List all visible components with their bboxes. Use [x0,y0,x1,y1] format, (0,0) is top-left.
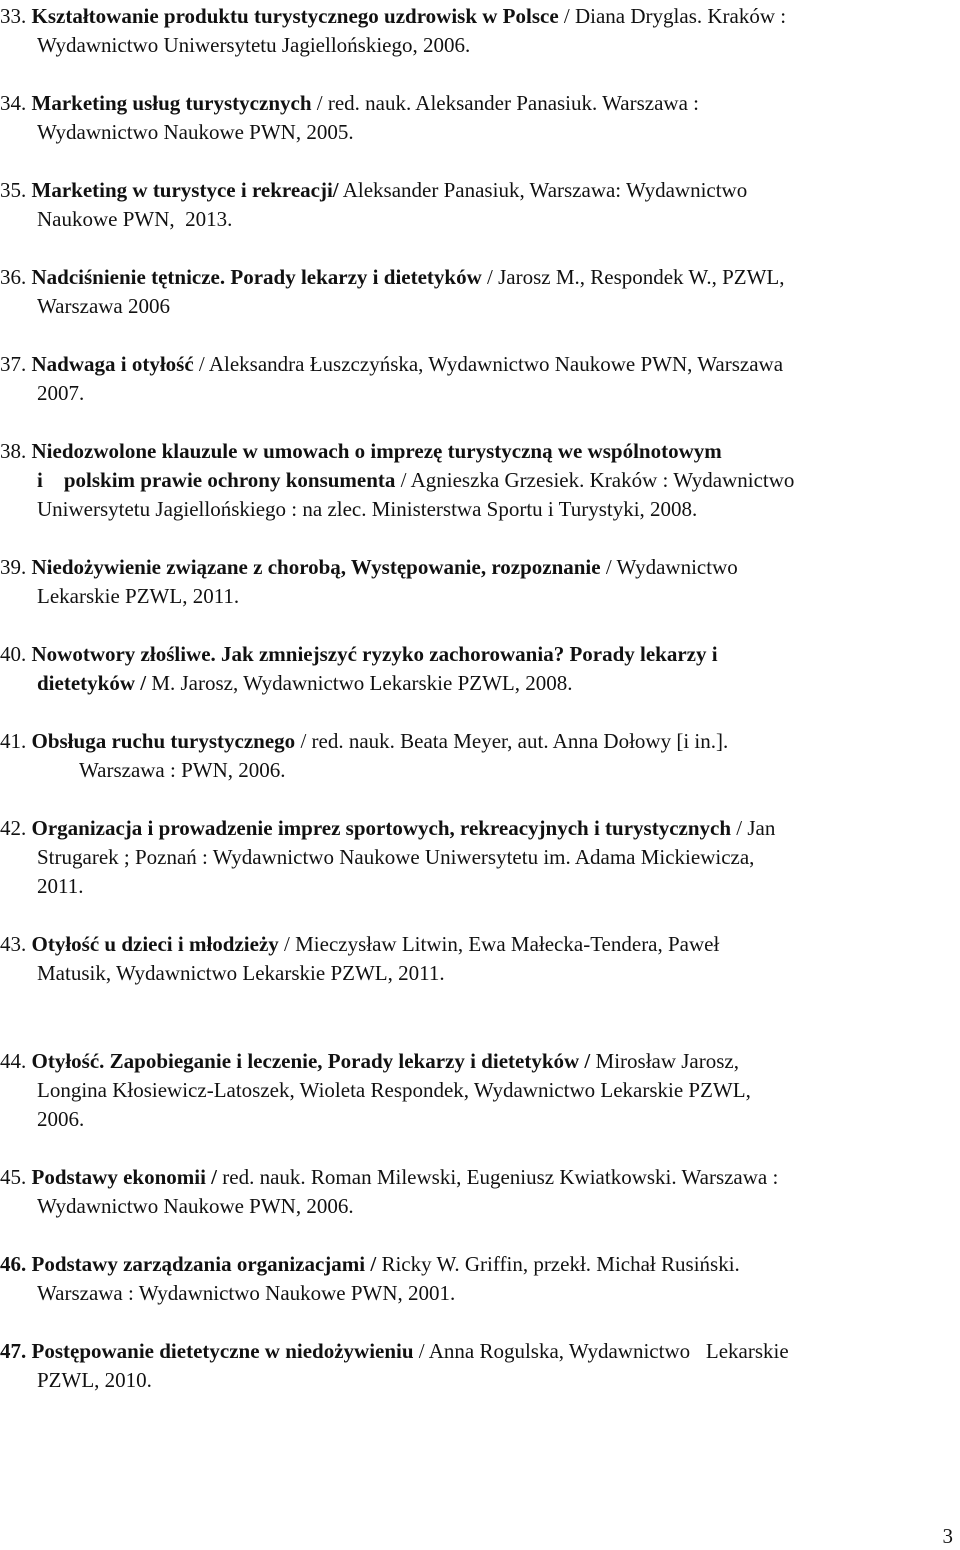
bibliography-entry [0,930,955,988]
entry-text: 35. [0,178,32,202]
entry-title-text: Niedozwolone klauzule w umowach o imprezę turystyczną we wspólnotowym [31,439,722,463]
entry-line [0,640,955,669]
entry-line [0,727,955,756]
entry-text: 42. [0,816,32,840]
entry-line [0,872,955,901]
entry-line [0,205,955,234]
bibliography-entry [0,640,955,698]
entry-line [0,292,955,321]
entry-title-text: Nadciśnienie tętnicze. Porady lekarzy i dietetyków [31,265,482,289]
entry-text: 44. [0,1049,32,1073]
entry-line [0,350,955,379]
entry-line [0,495,955,524]
entry-title-text: Nadwaga i otyłość [31,352,194,376]
entry-text: Ricky W. Griffin, przekł. Michał Rusiński. [376,1252,740,1276]
page-number: 3 [942,1524,953,1548]
bibliography-entry [0,814,955,901]
entry-title-text: i polskim prawie ochrony konsumenta [37,468,396,492]
entry-text: Uniwersytetu Jagiellońskiego : na zlec. Ministerstwa Sportu i Turystyki, 2008. [37,497,698,521]
entry-text: 41. [0,729,32,753]
entry-text: Warszawa : Wydawnictwo Naukowe PWN, 2001. [37,1281,456,1305]
entry-line [0,1366,955,1395]
bibliography-entry [0,350,955,408]
entry-line [0,553,955,582]
entry-text: 2006. [37,1107,85,1131]
entry-text: 2011. [37,874,84,898]
entry-text: 38. [0,439,32,463]
bibliography-entry [0,1250,955,1308]
entry-title-text: dietetyków / [37,671,152,695]
entry-line [0,930,955,959]
entry-line [0,1250,955,1279]
entry-line [0,1279,955,1308]
entry-text: 45. [0,1165,32,1189]
entry-line [0,1163,955,1192]
entry-text: Strugarek ; Poznań : Wydawnictwo Naukowe Uniwersytetu im. Adama Mickiewicza, [37,845,755,869]
entry-text: / Agnieszka Grzesiek. Kraków : Wydawnictwo [395,468,795,492]
entry-line [0,1047,955,1076]
entry-line [0,1105,955,1134]
entry-text: / Aleksandra Łuszczyńska, Wydawnictwo Naukowe PWN, Warszawa [193,352,784,376]
entry-text: 36. [0,265,32,289]
entry-text: Mirosław Jarosz, [590,1049,739,1073]
entry-line [0,466,955,495]
entry-text: red. nauk. Roman Milewski, Eugeniusz Kwiatkowski. Warszawa : [217,1165,779,1189]
entry-line [0,669,955,698]
entry-text: 39. [0,555,32,579]
entry-line [0,118,955,147]
entry-line [0,843,955,872]
bibliography-entry [0,553,955,611]
entry-text: PZWL, 2010. [37,1368,152,1392]
entry-line [0,437,955,466]
entry-text: Matusik, Wydawnictwo Lekarskie PZWL, 2011. [37,961,445,985]
entry-line [0,1076,955,1105]
entry-title-text: Organizacja i prowadzenie imprez sportowych, rekreacyjnych i turystycznych [31,816,732,840]
entry-text: / Anna Rogulska, Wydawnictwo Lekarskie [413,1339,789,1363]
entry-line [0,1192,955,1221]
entry-title-text: Otyłość u dzieci i młodzieży [31,932,279,956]
entry-line [0,814,955,843]
entry-text: / Jarosz M., Respondek W., PZWL, [481,265,785,289]
entry-title-text: Marketing usług turystycznych [31,91,312,115]
entry-title-text: Otyłość. Zapobieganie i leczenie, Porady lekarzy i dietetyków / [31,1049,591,1073]
bibliography-entry [0,1163,955,1221]
entry-text: Aleksander Panasiuk, Warszawa: Wydawnictwo [338,178,748,202]
bibliography-entry [0,1047,955,1134]
entry-text: Lekarskie PZWL, 2011. [37,584,240,608]
entry-text: / red. nauk. Beata Meyer, aut. Anna Dołowy [i in.]. [295,729,729,753]
entry-text: Longina Kłosiewicz-Latoszek, Wioleta Respondek, Wydawnictwo Lekarskie PZWL, [37,1078,751,1102]
bibliography-entry [0,727,955,785]
entry-title-text: Obsługa ruchu turystycznego [31,729,296,753]
entry-text: M. Jarosz, Wydawnictwo Lekarskie PZWL, 2008. [151,671,573,695]
bibliography-entry [0,1337,955,1395]
entry-text: / Jan [731,816,776,840]
entry-line [0,756,955,785]
entry-text: 43. [0,932,32,956]
bibliography-entry [0,263,955,321]
entry-line [0,379,955,408]
entry-text: Warszawa : PWN, 2006. [79,758,286,782]
entry-text: / Wydawnictwo [600,555,738,579]
entry-line [0,89,955,118]
bibliography-entry [0,176,955,234]
entry-text: 33. [0,4,32,28]
entry-line [0,176,955,205]
entry-title-text: Kształtowanie produktu turystycznego uzdrowisk w Polsce [31,4,559,28]
entry-title-text: 47. Postępowanie dietetyczne w niedożywieniu [0,1339,414,1363]
entry-title-text: Nowotwory złośliwe. Jak zmniejszyć ryzyko zachorowania? Porady lekarzy i [31,642,718,666]
entry-text: Wydawnictwo Uniwersytetu Jagiellońskiego, 2006. [37,33,471,57]
entry-text: 37. [0,352,32,376]
entry-text: Warszawa 2006 [37,294,171,318]
entry-text: / Mieczysław Litwin, Ewa Małecka-Tendera, Paweł [278,932,720,956]
entry-line [0,1337,955,1366]
bibliography-entry [0,2,955,60]
entry-line [0,2,955,31]
entry-line [0,582,955,611]
entry-text: Naukowe PWN, 2013. [37,207,233,231]
entry-title-text: Podstawy ekonomii / [31,1165,218,1189]
entry-text: / Diana Dryglas. Kraków : [558,4,787,28]
entry-text: Wydawnictwo Naukowe PWN, 2006. [37,1194,354,1218]
entry-title-text: Marketing w turystyce i rekreacji/ [31,178,339,202]
entry-text: 40. [0,642,32,666]
entry-text: / red. nauk. Aleksander Panasiuk. Warszawa : [311,91,699,115]
entry-line [0,959,955,988]
entry-line [0,31,955,60]
bibliography-entry [0,437,955,524]
entry-text: 2007. [37,381,85,405]
entry-title-text: Niedożywienie związane z chorobą, Występowanie, rozpoznanie [31,555,601,579]
entry-line [0,263,955,292]
entry-text: Wydawnictwo Naukowe PWN, 2005. [37,120,354,144]
entry-text: 34. [0,91,32,115]
entry-title-text: 46. Podstawy zarządzania organizacjami / [0,1252,377,1276]
bibliography-entry [0,89,955,147]
